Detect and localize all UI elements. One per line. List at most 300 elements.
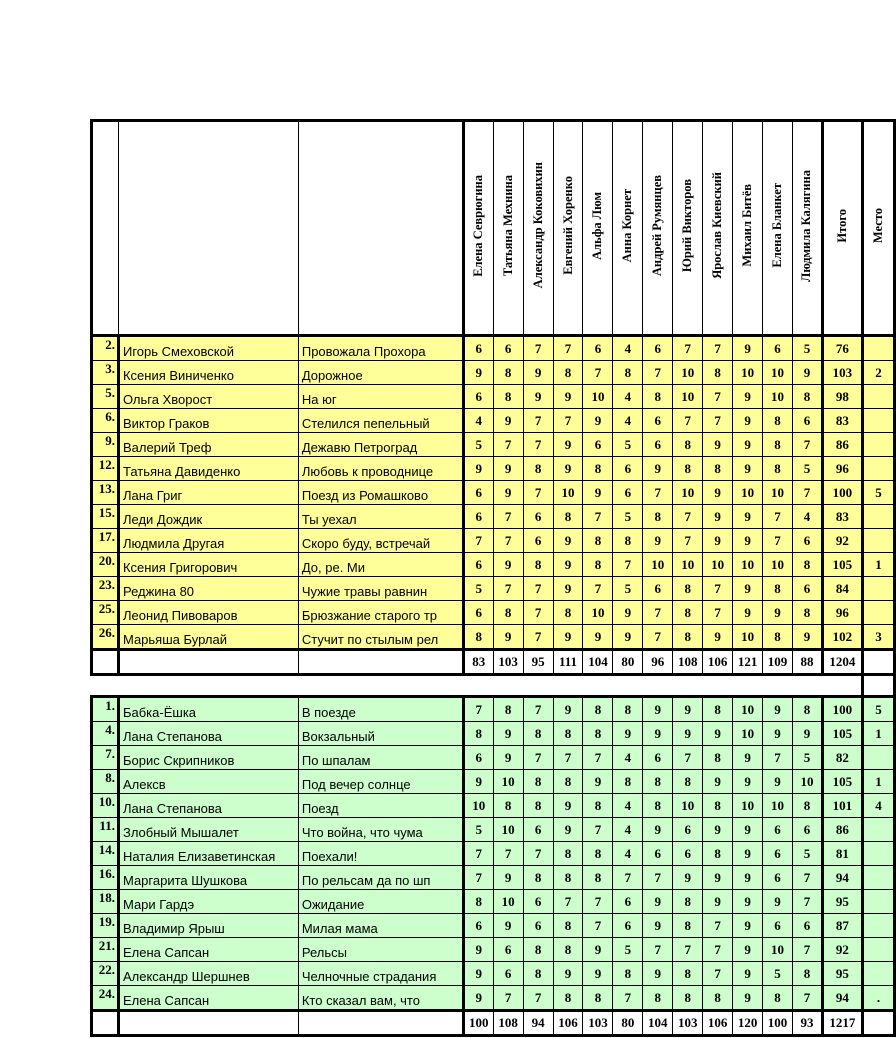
- score-cell: 8: [553, 361, 583, 385]
- score-cell: 7: [793, 890, 823, 914]
- score-cell: 8: [523, 794, 553, 818]
- score-cell: 9: [673, 866, 703, 890]
- separator-cell: [613, 675, 643, 697]
- score-cell: 8: [763, 986, 793, 1011]
- judge-sum-cell: 80: [613, 1011, 643, 1036]
- judge-name: Андрей Румянцев: [650, 174, 665, 277]
- entry-place: 2: [862, 361, 894, 385]
- grand-total: 1217: [822, 1011, 862, 1036]
- score-cell: 8: [493, 697, 523, 722]
- score-cell: 8: [673, 914, 703, 938]
- entry-number: 9.: [92, 433, 119, 457]
- score-cell: 10: [643, 553, 673, 577]
- score-cell: 6: [763, 336, 793, 361]
- score-cell: 4: [613, 385, 643, 409]
- score-cell: 6: [793, 409, 823, 433]
- entry-title: Под вечер солнце: [298, 770, 463, 794]
- score-cell: 8: [793, 962, 823, 986]
- score-cell: 7: [793, 433, 823, 457]
- entry-total: 103: [822, 361, 862, 385]
- score-cell: 7: [763, 746, 793, 770]
- score-cell: 9: [733, 770, 763, 794]
- score-cell: 7: [523, 986, 553, 1011]
- entry-author: Мари Гардэ: [118, 890, 298, 914]
- score-cell: 10: [673, 794, 703, 818]
- score-cell: 9: [763, 697, 793, 722]
- entry-author: Ксения Виниченко: [118, 361, 298, 385]
- entry-total: 100: [822, 481, 862, 505]
- separator-cell: [118, 675, 298, 697]
- score-cell: 8: [523, 722, 553, 746]
- entry-number: 19.: [92, 914, 119, 938]
- results-sheet: [90, 0, 896, 1037]
- score-cell: 7: [463, 529, 493, 553]
- judge-sum-cell: 104: [643, 1011, 673, 1036]
- score-cell: 8: [703, 842, 733, 866]
- score-cell: 7: [613, 553, 643, 577]
- entry-row: [92, 385, 895, 409]
- entry-author: Виктор Граков: [118, 409, 298, 433]
- score-cell: 10: [493, 770, 523, 794]
- score-cell: 7: [643, 481, 673, 505]
- judge-header: [463, 121, 493, 336]
- score-cell: 5: [463, 577, 493, 601]
- entry-author: Ксения Григорович: [118, 553, 298, 577]
- entry-total: 76: [822, 336, 862, 361]
- entry-row: [92, 914, 895, 938]
- score-cell: 6: [493, 336, 523, 361]
- score-cell: 9: [703, 505, 733, 529]
- score-cell: 8: [553, 601, 583, 625]
- entry-row: [92, 746, 895, 770]
- entry-total: 105: [822, 553, 862, 577]
- score-cell: 8: [523, 938, 553, 962]
- score-cell: 7: [703, 336, 733, 361]
- score-cell: 6: [793, 818, 823, 842]
- score-cell: 8: [793, 697, 823, 722]
- entry-number: 22.: [92, 962, 119, 986]
- separator-cell: [763, 675, 793, 697]
- score-cell: 7: [793, 481, 823, 505]
- score-cell: 7: [583, 914, 613, 938]
- judge-sum-cell: 95: [523, 650, 553, 675]
- judge-name: Татьяна Мехнина: [500, 174, 515, 277]
- score-cell: 8: [493, 385, 523, 409]
- entry-total: 83: [822, 409, 862, 433]
- score-cell: 8: [763, 457, 793, 481]
- score-cell: 4: [613, 794, 643, 818]
- entry-title: Вокзальный: [298, 722, 463, 746]
- score-cell: 9: [733, 818, 763, 842]
- sum-row: [92, 650, 895, 675]
- score-cell: 10: [733, 794, 763, 818]
- score-cell: 8: [613, 770, 643, 794]
- score-cell: 7: [793, 986, 823, 1011]
- entry-place: [862, 938, 894, 962]
- score-cell: 8: [673, 890, 703, 914]
- entry-title: Поезд из Ромашково: [298, 481, 463, 505]
- score-cell: 9: [643, 697, 673, 722]
- entry-author: Лана Степанова: [118, 794, 298, 818]
- score-cell: 10: [763, 385, 793, 409]
- score-cell: 8: [763, 625, 793, 650]
- score-cell: 5: [463, 818, 493, 842]
- score-cell: 8: [553, 938, 583, 962]
- score-cell: 6: [673, 818, 703, 842]
- entry-author: Александр Шершнев: [118, 962, 298, 986]
- judge-sum-cell: 108: [673, 650, 703, 675]
- score-cell: 10: [763, 553, 793, 577]
- separator-cell: [643, 675, 673, 697]
- score-cell: 6: [793, 577, 823, 601]
- entry-title: Милая мама: [298, 914, 463, 938]
- judge-name: Людмила Калягина: [799, 169, 814, 282]
- score-cell: 5: [613, 505, 643, 529]
- score-cell: 7: [763, 505, 793, 529]
- grand-total: 1204: [822, 650, 862, 675]
- score-cell: 6: [643, 746, 673, 770]
- score-cell: 7: [583, 361, 613, 385]
- entry-title: Дорожное: [298, 361, 463, 385]
- score-cell: 6: [643, 433, 673, 457]
- score-cell: 8: [553, 722, 583, 746]
- score-cell: 7: [793, 938, 823, 962]
- score-cell: 7: [493, 842, 523, 866]
- score-cell: 8: [493, 794, 523, 818]
- entry-row: [92, 457, 895, 481]
- score-cell: 10: [583, 385, 613, 409]
- score-cell: 10: [733, 481, 763, 505]
- score-cell: 10: [733, 625, 763, 650]
- separator-cell: [583, 675, 613, 697]
- score-cell: 8: [583, 457, 613, 481]
- score-cell: 9: [493, 481, 523, 505]
- entry-number: 13.: [92, 481, 119, 505]
- score-cell: 6: [763, 914, 793, 938]
- score-cell: 9: [763, 890, 793, 914]
- score-cell: 6: [613, 914, 643, 938]
- score-cell: 4: [613, 746, 643, 770]
- score-cell: 6: [463, 553, 493, 577]
- entry-number: 1.: [92, 697, 119, 722]
- score-cell: 10: [553, 481, 583, 505]
- score-cell: 9: [733, 433, 763, 457]
- score-cell: 9: [463, 361, 493, 385]
- score-cell: 9: [733, 601, 763, 625]
- judge-sum-cell: 104: [583, 650, 613, 675]
- score-cell: 8: [523, 457, 553, 481]
- entry-author: Лана Степанова: [118, 722, 298, 746]
- entry-author: Татьяна Давиденко: [118, 457, 298, 481]
- entry-total: 94: [822, 986, 862, 1011]
- score-cell: 4: [613, 818, 643, 842]
- score-cell: 4: [613, 409, 643, 433]
- score-cell: 7: [643, 938, 673, 962]
- score-cell: 9: [643, 890, 673, 914]
- score-cell: 7: [703, 385, 733, 409]
- score-cell: 7: [493, 505, 523, 529]
- score-cell: 10: [793, 770, 823, 794]
- entry-author: Маргарита Шушкова: [118, 866, 298, 890]
- entry-place: 5: [862, 481, 894, 505]
- entry-number: 14.: [92, 842, 119, 866]
- entry-number: 11.: [92, 818, 119, 842]
- score-cell: 7: [703, 962, 733, 986]
- score-cell: 9: [673, 722, 703, 746]
- score-cell: 10: [763, 361, 793, 385]
- judge-name: Михаил Битёв: [740, 184, 755, 267]
- entry-place: .: [862, 986, 894, 1011]
- entry-place: [862, 505, 894, 529]
- score-cell: 9: [553, 385, 583, 409]
- entry-total: 84: [822, 577, 862, 601]
- score-cell: 6: [763, 866, 793, 890]
- score-cell: 9: [643, 722, 673, 746]
- separator-cell: [703, 675, 733, 697]
- score-cell: 9: [553, 794, 583, 818]
- separator-cell: [92, 675, 119, 697]
- score-cell: 9: [703, 529, 733, 553]
- score-cell: 9: [763, 722, 793, 746]
- score-cell: 7: [523, 409, 553, 433]
- entry-number: 25.: [92, 601, 119, 625]
- results-body: [92, 336, 895, 1036]
- judge-name: Альфа Люм: [590, 191, 605, 260]
- entry-total: 86: [822, 818, 862, 842]
- entry-row: [92, 505, 895, 529]
- score-cell: 9: [733, 385, 763, 409]
- entry-author: Владимир Ярыш: [118, 914, 298, 938]
- entry-number: 6.: [92, 409, 119, 433]
- entry-number: 7.: [92, 746, 119, 770]
- score-cell: 7: [463, 842, 493, 866]
- score-cell: 8: [463, 722, 493, 746]
- score-cell: 6: [523, 505, 553, 529]
- entry-row: [92, 818, 895, 842]
- score-cell: 9: [493, 722, 523, 746]
- score-cell: 9: [733, 842, 763, 866]
- score-cell: 4: [613, 842, 643, 866]
- entry-title: Чужие травы равнин: [298, 577, 463, 601]
- judge-name: Евгений Хоренко: [560, 176, 575, 275]
- score-cell: 6: [463, 385, 493, 409]
- score-cell: 9: [493, 746, 523, 770]
- score-cell: 7: [463, 866, 493, 890]
- score-cell: 8: [673, 433, 703, 457]
- entry-title: Ожидание: [298, 890, 463, 914]
- score-cell: 6: [463, 336, 493, 361]
- score-cell: 10: [493, 890, 523, 914]
- score-cell: 9: [553, 529, 583, 553]
- entry-title: Рельсы: [298, 938, 463, 962]
- score-cell: 9: [463, 457, 493, 481]
- entry-title: Поехали!: [298, 842, 463, 866]
- score-cell: 9: [553, 697, 583, 722]
- score-cell: 8: [643, 770, 673, 794]
- score-cell: 9: [493, 914, 523, 938]
- score-cell: 8: [793, 385, 823, 409]
- score-cell: 9: [553, 553, 583, 577]
- entry-total: 98: [822, 385, 862, 409]
- score-cell: 9: [553, 962, 583, 986]
- header-row: [92, 121, 895, 336]
- entry-title: Стелился пепельный: [298, 409, 463, 433]
- score-cell: 7: [643, 601, 673, 625]
- sum-author-cell: [118, 650, 298, 675]
- score-cell: 9: [583, 625, 613, 650]
- judge-sum-cell: 120: [733, 1011, 763, 1036]
- entry-total: 96: [822, 601, 862, 625]
- score-cell: 9: [643, 962, 673, 986]
- judge-header: [733, 121, 763, 336]
- judge-sum-cell: 80: [613, 650, 643, 675]
- judge-sum-cell: 96: [643, 650, 673, 675]
- score-cell: 7: [673, 938, 703, 962]
- score-cell: 9: [793, 722, 823, 746]
- score-cell: 5: [613, 577, 643, 601]
- score-cell: 7: [553, 336, 583, 361]
- score-cell: 9: [733, 529, 763, 553]
- entry-number: 20.: [92, 553, 119, 577]
- score-cell: 10: [733, 697, 763, 722]
- separator-cell: [523, 675, 553, 697]
- score-cell: 7: [673, 529, 703, 553]
- score-cell: 8: [583, 842, 613, 866]
- score-cell: 10: [733, 722, 763, 746]
- score-cell: 7: [613, 866, 643, 890]
- score-cell: 8: [553, 842, 583, 866]
- score-cell: 9: [703, 722, 733, 746]
- score-cell: 8: [643, 505, 673, 529]
- score-cell: 6: [793, 529, 823, 553]
- entry-place: [862, 409, 894, 433]
- score-cell: 6: [583, 433, 613, 457]
- judge-name: Елена Бланкет: [770, 183, 785, 268]
- judge-sum-cell: 106: [553, 1011, 583, 1036]
- score-cell: 7: [493, 529, 523, 553]
- results-table: [90, 119, 896, 1037]
- entry-place: 5: [862, 697, 894, 722]
- score-cell: 8: [763, 409, 793, 433]
- entry-number: 3.: [92, 361, 119, 385]
- entry-row: [92, 409, 895, 433]
- score-cell: 10: [673, 385, 703, 409]
- score-cell: 9: [463, 770, 493, 794]
- entry-number: 5.: [92, 385, 119, 409]
- entry-title: До, ре. Ми: [298, 553, 463, 577]
- score-cell: 7: [643, 625, 673, 650]
- entry-title: Челночные страдания: [298, 962, 463, 986]
- entry-author: Злобный Мышалет: [118, 818, 298, 842]
- judge-sum-cell: 108: [493, 1011, 523, 1036]
- score-cell: 8: [463, 890, 493, 914]
- entry-place: 3: [862, 625, 894, 650]
- score-cell: 8: [703, 746, 733, 770]
- entry-author: Бабка-Ёшка: [118, 697, 298, 722]
- score-cell: 9: [793, 625, 823, 650]
- entry-total: 87: [822, 914, 862, 938]
- score-cell: 8: [613, 697, 643, 722]
- score-cell: 10: [763, 938, 793, 962]
- score-cell: 7: [523, 433, 553, 457]
- score-cell: 6: [793, 914, 823, 938]
- score-cell: 9: [733, 457, 763, 481]
- score-cell: 5: [613, 433, 643, 457]
- entry-number: 2.: [92, 336, 119, 361]
- score-cell: 4: [613, 336, 643, 361]
- entry-title: Кто сказал вам, что: [298, 986, 463, 1011]
- score-cell: 5: [793, 457, 823, 481]
- score-cell: 7: [613, 986, 643, 1011]
- score-cell: 8: [673, 962, 703, 986]
- entry-title: Ты уехал: [298, 505, 463, 529]
- separator-cell: [673, 675, 703, 697]
- entry-total: 94: [822, 866, 862, 890]
- entry-place: [862, 529, 894, 553]
- score-cell: 9: [673, 697, 703, 722]
- entry-total: 83: [822, 505, 862, 529]
- score-cell: 8: [673, 577, 703, 601]
- entry-place: [862, 890, 894, 914]
- entry-row: [92, 770, 895, 794]
- score-cell: 7: [493, 577, 523, 601]
- judge-header: [493, 121, 523, 336]
- score-cell: 9: [553, 818, 583, 842]
- score-cell: 10: [733, 553, 763, 577]
- entry-title: Провожала Прохора: [298, 336, 463, 361]
- score-cell: 7: [583, 890, 613, 914]
- entry-author: Реджина 80: [118, 577, 298, 601]
- score-cell: 9: [583, 481, 613, 505]
- score-cell: 8: [523, 962, 553, 986]
- score-cell: 8: [613, 529, 643, 553]
- entry-title: Брюзжание старого тр: [298, 601, 463, 625]
- judge-name: Александр Коковихин: [530, 162, 545, 289]
- score-cell: 8: [793, 553, 823, 577]
- score-cell: 8: [553, 866, 583, 890]
- score-cell: 7: [703, 409, 733, 433]
- entry-number: 24.: [92, 986, 119, 1011]
- entry-place: [862, 601, 894, 625]
- score-cell: 7: [673, 746, 703, 770]
- score-cell: 6: [763, 818, 793, 842]
- entry-place: [862, 457, 894, 481]
- score-cell: 8: [643, 986, 673, 1011]
- score-cell: 9: [463, 938, 493, 962]
- judge-sum-cell: 106: [703, 650, 733, 675]
- judge-header: [523, 121, 553, 336]
- entry-title: Что война, что чума: [298, 818, 463, 842]
- entry-row: [92, 529, 895, 553]
- entry-number: 23.: [92, 577, 119, 601]
- sum-place-cell: [862, 1011, 894, 1036]
- entry-author: Елена Сапсан: [118, 938, 298, 962]
- judge-header: [703, 121, 733, 336]
- entry-place: [862, 433, 894, 457]
- score-cell: 8: [553, 505, 583, 529]
- score-cell: 8: [583, 794, 613, 818]
- separator-cell: [862, 675, 894, 697]
- entry-title: Любовь к проводнице: [298, 457, 463, 481]
- entry-author: Леонид Пивоваров: [118, 601, 298, 625]
- entry-place: 1: [862, 722, 894, 746]
- score-cell: 7: [493, 986, 523, 1011]
- entry-author: Валерий Треф: [118, 433, 298, 457]
- score-cell: 7: [523, 746, 553, 770]
- entry-row: [92, 842, 895, 866]
- entry-author: Елена Сапсан: [118, 986, 298, 1011]
- score-cell: 6: [523, 818, 553, 842]
